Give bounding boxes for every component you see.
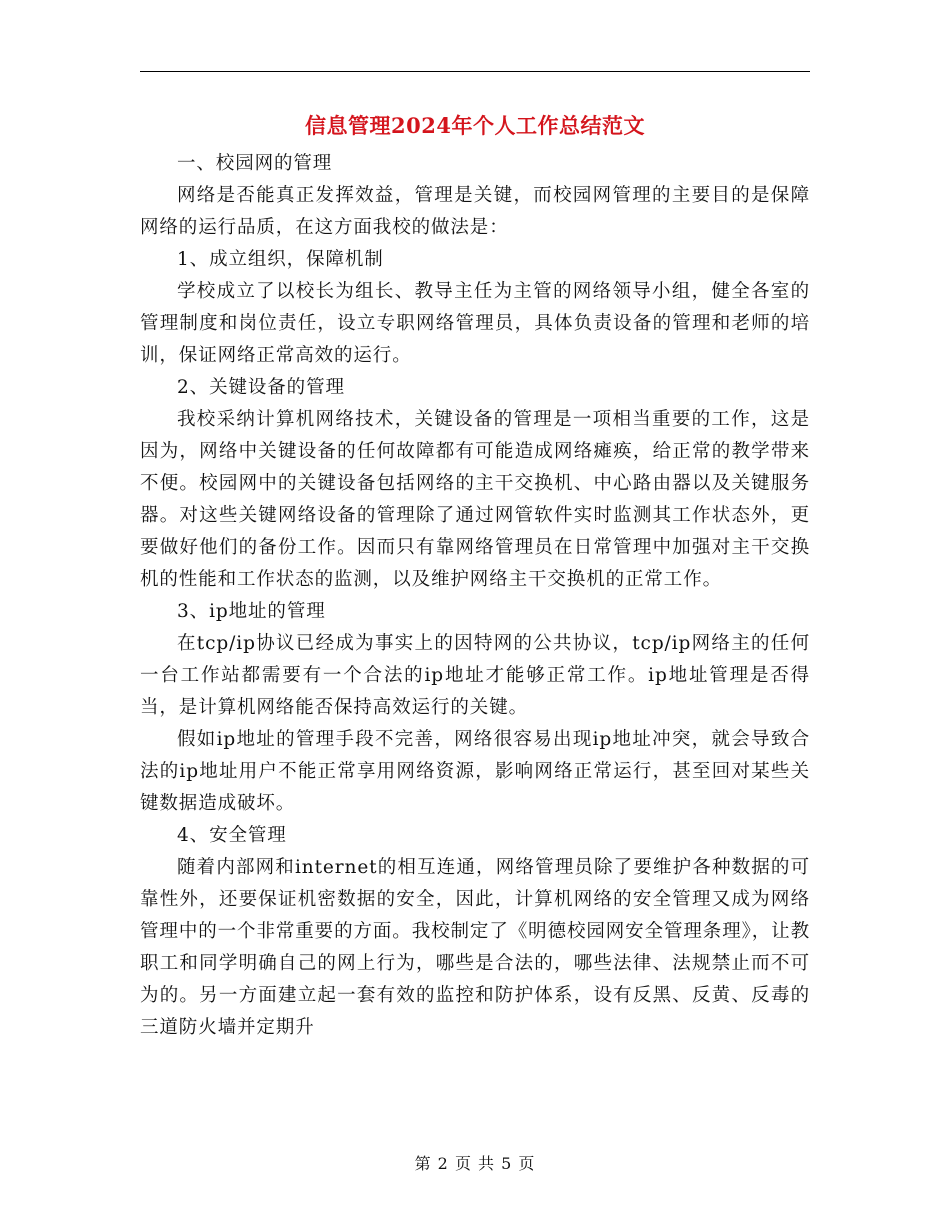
subheading-ip-address: 3、ip地址的管理 (177, 601, 326, 622)
document-title: 信息管理2024年个人工作总结范文 (305, 113, 645, 138)
paragraph-organization: 学校成立了以校长为组长、教导主任为主管的网络领导小组，健全各室的管理制度和岗位责任，设立专职网络管理员，具体负责设备的管理和老师的培训，保证网络正常高效的运行。 (140, 281, 810, 366)
paragraph-security: 随着内部网和internet的相互连通，网络管理员除了要维护各种数据的可靠性外，还要保证机密数据的安全，因此，计算机网络的安全管理又成为网络管理中的一个非常重要的方面。我校制定了《明德校园网安全管理条理》，让教职工和同学明确自己的网上行为，哪些是合法的，哪些法律、法规禁止而不可为的。另一方面建立起一套有效的监控和防护体系，设有反黑、反黄、反毒的三道防火墙并定期升 (140, 857, 810, 1038)
header-rule (140, 71, 810, 72)
paragraph-intro: 网络是否能真正发挥效益，管理是关键，而校园网管理的主要目的是保障网络的运行品质，在这方面我校的做法是： (140, 185, 810, 238)
paragraph-ip-conflict: 假如ip地址的管理手段不完善，网络很容易出现ip地址冲突，就会导致合法的ip地址用户不能正常享用网络资源，影响网络正常运行，甚至回对某些关键数据造成破坏。 (140, 729, 810, 814)
section-heading-campus-network: 一、校园网的管理 (177, 153, 333, 174)
page-number-footer: 第 2 页 共 5 页 (414, 1154, 536, 1173)
subheading-security: 4、安全管理 (177, 825, 287, 846)
subheading-organization: 1、成立组织，保障机制 (177, 249, 384, 270)
paragraph-key-equipment: 我校采纳计算机网络技术，关键设备的管理是一项相当重要的工作，这是因为，网络中关键设备的任何故障都有可能造成网络瘫痪，给正常的教学带来不便。校园网中的关键设备包括网络的主干交换机、中心路由器以及关键服务器。对这些关键网络设备的管理除了通过网管软件实时监测其工作状态外，更要做好他们的备份工作。因而只有靠网络管理员在日常管理中加强对主干交换机的性能和工作状态的监测，以及维护网络主干交换机的正常工作。 (140, 409, 810, 590)
paragraph-ip-address: 在tcp/ip协议已经成为事实上的因特网的公共协议，tcp/ip网络主的任何一台工作站都需要有一个合法的ip地址才能够正常工作。ip地址管理是否得当，是计算机网络能否保持高效运行的关键。 (140, 633, 810, 718)
document-body (140, 148, 810, 1044)
subheading-key-equipment: 2、关键设备的管理 (177, 377, 345, 398)
